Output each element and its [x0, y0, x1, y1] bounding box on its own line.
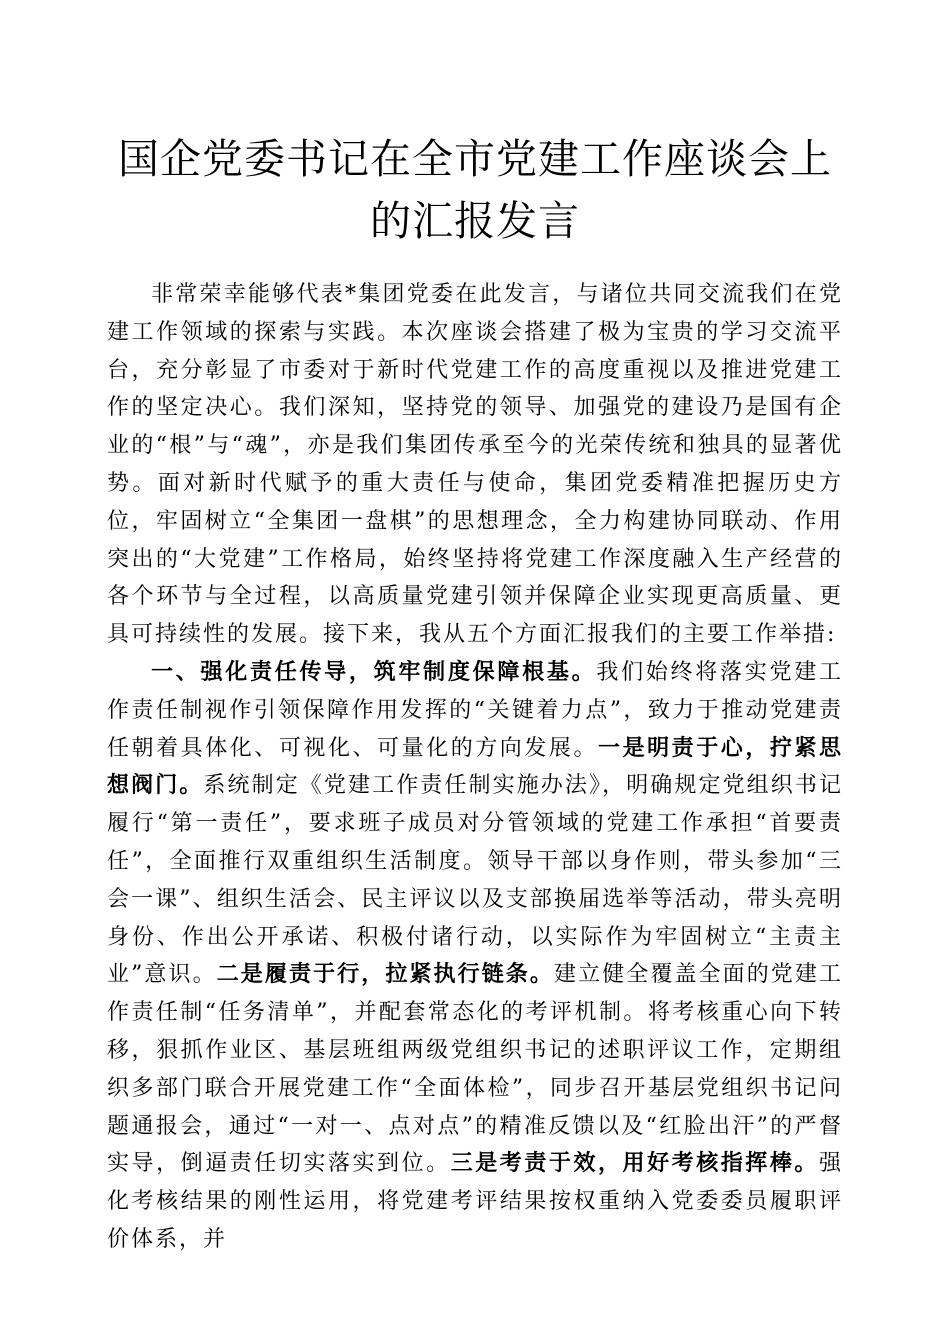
section-1-paragraph [107, 654, 843, 1259]
point-3-text: 强化考核结果的刚性运用，将党建考评结果按权重纳入党委委员履职评价体系，并 [107, 1151, 843, 1252]
section-1-heading: 一、强化责任传导，筑牢制度保障根基。 [151, 658, 597, 685]
point-1-text: 系统制定《党建工作责任制实施办法》，明确规定党组织书记履行“第一责任”，要求班子成员对分管领域的党建工作承担“首要责任”，全面推行双重组织生活制度。领导干部以身作则，带头参加“三会一课”、组织生活会、民主评议以及支部换届选举等活动，带头亮明身份、作出公开承诺、积极付诸行动，以实际作为牢固树立“主责主业”意识。 [107, 773, 843, 988]
intro-paragraph: 非常荣幸能够代表*集团党委在此发言，与诸位共同交流我们在党建工作领域的探索与实践。本次座谈会搭建了极为宝贵的学习交流平台，充分彰显了市委对于新时代党建工作的高度重视以及推进党建工作的坚定决心。我们深知，坚持党的领导、加强党的建设乃是国有企业的“根”与“魂”，亦是我们集团传承至今的光荣传统和独具的显著优势。面对新时代赋予的重大责任与使命，集团党委精准把握历史方位，牢固树立“全集团一盘棋”的思想理念，全力构建协同联动、作用突出的“大党建”工作格局，始终坚持将党建工作深度融入生产经营的各个环节与全过程，以高质量党建引领并保障企业实现更高质量、更具可持续性的发展。接下来，我从五个方面汇报我们的主要工作举措: [107, 282, 843, 648]
point-1-heading: 一是明责于心，拧紧思想阀门。 [107, 734, 843, 799]
document-title: 国企党委书记在全市党建工作座谈会上的汇报发言 [118, 135, 832, 245]
document-body [107, 276, 843, 1259]
point-2-text: 建立健全覆盖全面的党建工作责任制“任务清单”，并配套常态化的考评机制。将考核重心向下转移，狠抓作业区、基层班组两级党组织书记的述职评议工作，定期组织多部门联合开展党建工作“全面体检”，同步召开基层党组织书记问题通报会，通过“一对一、点对点”的精准反馈以及“红脸出汗”的严督实导，倒逼责任切实落实到位。 [107, 962, 843, 1177]
section-1-lead: 我们始终将落实党建工作责任制视作引领保障作用发挥的“关键着力点”，致力于推动党建责任朝着具体化、可视化、可量化的方向发展。 [107, 659, 843, 761]
point-2-heading: 二是履责于行，拉紧执行链条。 [216, 961, 554, 988]
point-3-heading: 三是考责于效，用好考核指挥棒。 [450, 1150, 819, 1177]
